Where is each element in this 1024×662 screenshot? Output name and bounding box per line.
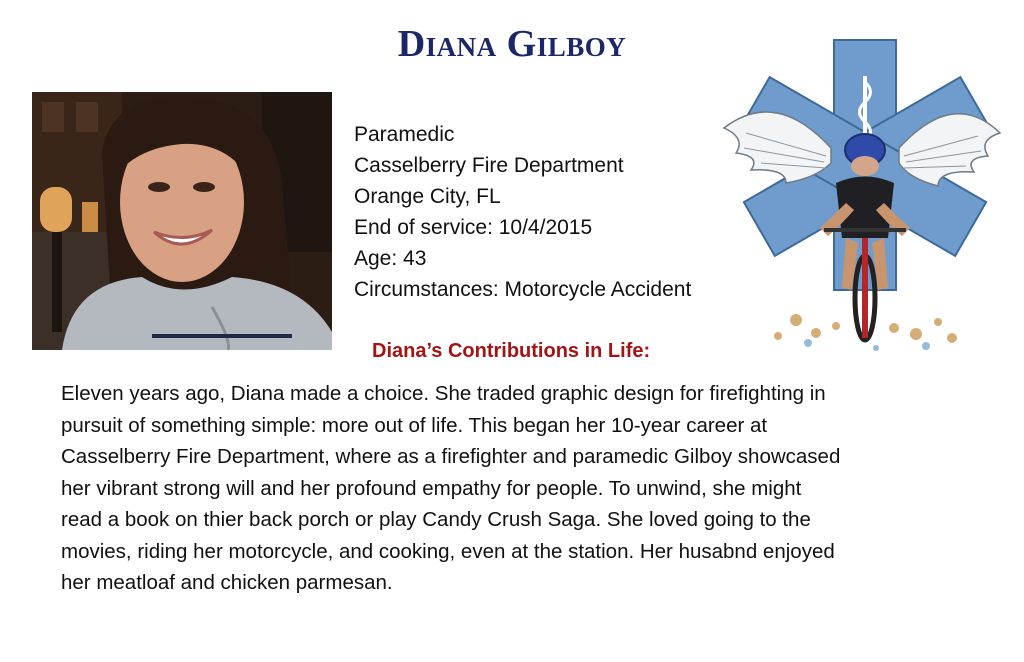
age-text: Age: 43: [354, 247, 427, 270]
portrait-photo-icon: [32, 92, 332, 350]
end-of-service-text: End of service: 10/4/2015: [354, 216, 593, 239]
page-title: Diana Gilboy: [397, 23, 627, 65]
department-text: Casselberry Fire Department: [354, 154, 624, 177]
location-text: Orange City, FL: [354, 185, 501, 208]
body-line: Casselberry Fire Department, where as a firefighter and paramedic Gilboy showcased: [61, 445, 841, 468]
star-of-life-cyclist-icon: [716, 38, 1006, 354]
contributions-heading: Diana’s Contributions in Life:: [372, 340, 651, 362]
role-text: Paramedic: [354, 123, 455, 146]
body-line: her meatloaf and chicken parmesan.: [61, 571, 393, 594]
contributions-body: [61, 378, 961, 599]
body-line: read a book on thier back porch or play Candy Crush Saga. She loved going to the: [61, 508, 811, 531]
portrait-photo: [32, 92, 332, 350]
body-line: her vibrant strong will and her profound empathy for people. To unwind, she might: [61, 476, 802, 500]
body-line: Eleven years ago, Diana made a choice. She traded graphic design for firefighting in: [61, 382, 826, 405]
circumstances-text: Circumstances: Motorcycle Accident: [354, 278, 692, 301]
star-of-life-emblem: [716, 38, 1006, 354]
info-block: [354, 119, 691, 305]
body-line: movies, riding her motorcycle, and cooking, even at the station. Her husabnd enjoyed: [61, 539, 835, 563]
body-line: pursuit of something simple: more out of life. This began her 10-year career at: [61, 413, 768, 437]
